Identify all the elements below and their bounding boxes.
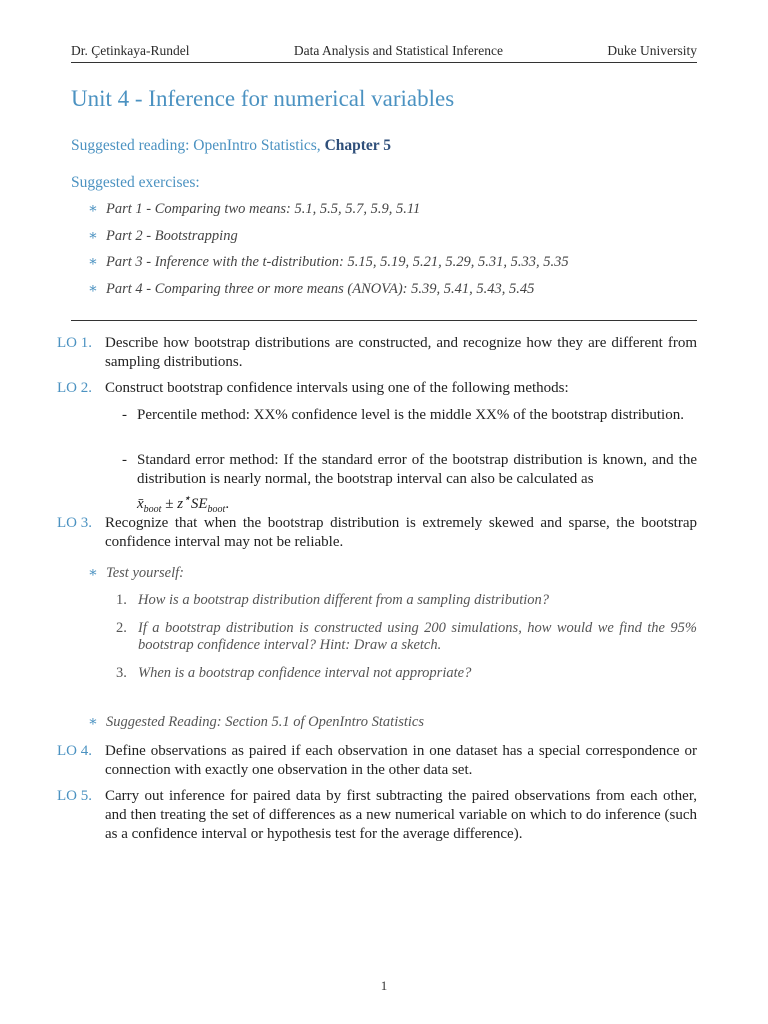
bullet-star-icon: ∗ bbox=[88, 280, 98, 297]
bootstrap-formula: $x̄_{boot} \pm z^⋆SE_{boot}$. bbox=[137, 491, 230, 515]
exercise-text: Part 4 - Comparing three or more means (ANOVA): 5.39, 5.41, 5.43, 5.45 bbox=[106, 280, 535, 297]
bullet-star-icon: ∗ bbox=[88, 201, 98, 217]
reading-label: Suggested reading: OpenIntro Statistics, bbox=[71, 137, 321, 154]
reading-chapter: Chapter 5 bbox=[324, 137, 392, 154]
learning-objective-2 bbox=[57, 379, 697, 398]
header-course: Data Analysis and Statistical Inference bbox=[293, 43, 504, 58]
bullet-star-icon: ∗ bbox=[88, 227, 98, 244]
list-item bbox=[88, 227, 569, 254]
learning-objective-3 bbox=[57, 514, 697, 552]
suggested-reading-section: ∗ Suggested Reading: Section 5.1 of OpenIntro Statistics bbox=[88, 714, 425, 730]
lo2-method-percentile bbox=[122, 406, 697, 425]
list-item bbox=[88, 280, 569, 307]
section-divider bbox=[71, 320, 697, 321]
method-text-block bbox=[137, 451, 697, 519]
exercise-text: Part 3 - Inference with the t-distribution: 5.15, 5.19, 5.21, 5.29, 5.31, 5.33, 5.35 bbox=[106, 254, 569, 270]
dash-bullet: - bbox=[122, 407, 127, 423]
test-yourself-title: ∗ Test yourself: bbox=[88, 565, 185, 581]
suggested-reading bbox=[71, 137, 391, 155]
dash-bullet: - bbox=[122, 452, 127, 468]
lo-text: Recognize that when the bootstrap distribution is extremely skewed and sparse, the bootstrap confidence interval may not be reliable. bbox=[105, 515, 697, 550]
header-author: Dr. Çetinkaya-Rundel bbox=[71, 43, 190, 58]
lo-label: LO 3. bbox=[57, 515, 92, 531]
unit-title: Unit 4 - Inference for numerical variables bbox=[71, 86, 455, 111]
learning-objective-1 bbox=[57, 334, 697, 372]
method-text: Standard error method: If the standard error of the bootstrap distribution is known, and the distribution is nearly normal, the bootstrap interval can also be calculated as bbox=[137, 452, 697, 487]
lo-text: Construct bootstrap confidence intervals using one of the following methods: bbox=[105, 380, 569, 396]
page-header bbox=[71, 43, 697, 59]
page-number: 1 bbox=[380, 978, 388, 993]
test-yourself-list bbox=[116, 592, 697, 692]
learning-objective-4 bbox=[57, 742, 697, 780]
method-text: Percentile method: XX% confidence level is the middle XX% of the bootstrap distribution. bbox=[137, 407, 684, 423]
bullet-star-icon: ∗ bbox=[88, 714, 98, 730]
lo-label: LO 4. bbox=[57, 743, 92, 759]
lo-label: LO 2. bbox=[57, 380, 92, 396]
header-divider bbox=[71, 62, 697, 63]
list-item: 2. If a bootstrap distribution is constructed using 200 simulations, how would we find the 95% bootstrap confidence interval? Hint: Draw a sketch. bbox=[116, 619, 697, 653]
exercise-text: Part 2 - Bootstrapping bbox=[106, 227, 238, 244]
header-university: Duke University bbox=[607, 43, 697, 58]
lo-text: Describe how bootstrap distributions are constructed, and recognize how they are different from sampling distributions. bbox=[105, 335, 697, 370]
list-item bbox=[88, 200, 569, 227]
list-item bbox=[88, 253, 569, 280]
list-item: 3. When is a bootstrap confidence interval not appropriate? bbox=[116, 664, 472, 681]
learning-objective-5 bbox=[57, 787, 697, 844]
lo-label: LO 1. bbox=[57, 335, 92, 351]
exercise-text: Part 1 - Comparing two means: 5.1, 5.5, 5.7, 5.9, 5.11 bbox=[106, 201, 421, 217]
lo-text: Carry out inference for paired data by first subtracting the paired observations from each other, and then treating the set of differences as a new numerical variable on which to do inference (such as a confidence interval or hypothesis test for the average difference). bbox=[105, 788, 697, 842]
lo2-method-standard-error bbox=[122, 451, 697, 519]
exercise-list bbox=[88, 200, 569, 306]
list-item: 1. How is a bootstrap distribution different from a sampling distribution? bbox=[116, 592, 550, 608]
bullet-star-icon: ∗ bbox=[88, 565, 98, 581]
exercises-title: Suggested exercises: bbox=[71, 174, 200, 191]
bullet-star-icon: ∗ bbox=[88, 254, 98, 270]
lo-label: LO 5. bbox=[57, 788, 92, 804]
lo-text: Define observations as paired if each observation in one dataset has a special correspondence or connection with exactly one observation in the other data set. bbox=[105, 743, 697, 778]
